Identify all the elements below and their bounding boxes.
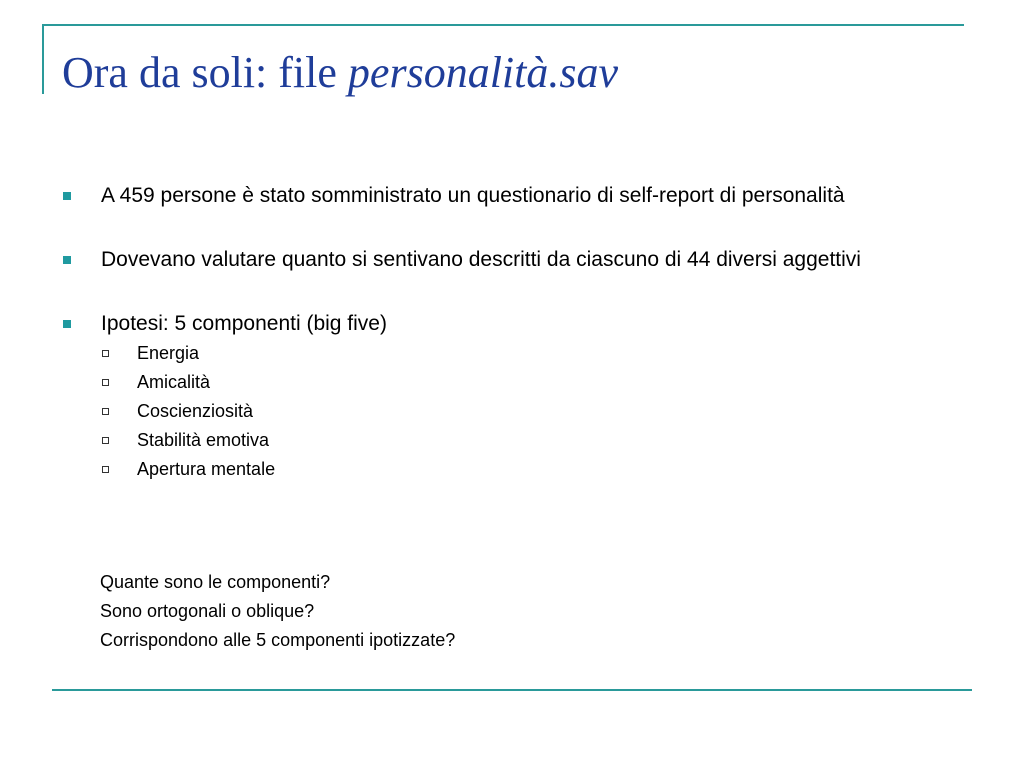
sub-bullet-item xyxy=(101,339,962,368)
bullet-text: Ipotesi: 5 componenti (big five) xyxy=(101,312,387,335)
teal-square-bullet-icon xyxy=(63,320,71,328)
sub-bullet-list xyxy=(101,339,962,484)
sub-bullet-item xyxy=(101,397,962,426)
sub-bullet-item xyxy=(101,455,962,484)
slide-title xyxy=(62,44,618,102)
sub-bullet-text: Energia xyxy=(137,343,200,363)
bullet-text: A 459 persone è stato somministrato un questionario di self-report di personalità xyxy=(101,184,845,207)
hollow-square-bullet-icon xyxy=(102,466,109,473)
hollow-square-bullet-icon xyxy=(102,350,109,357)
teal-square-bullet-icon xyxy=(63,256,71,264)
hollow-square-bullet-icon xyxy=(102,408,109,415)
frame-bottom-line xyxy=(52,689,972,691)
frame-left-line xyxy=(42,24,44,94)
question-line: Quante sono le componenti? xyxy=(100,572,331,592)
sub-bullet-item xyxy=(101,368,962,397)
question-line: Corrispondono alle 5 componenti ipotizzate? xyxy=(100,630,456,650)
sub-bullet-text: Coscienziosità xyxy=(137,401,254,421)
bullet-item xyxy=(62,183,962,208)
hollow-square-bullet-icon xyxy=(102,437,109,444)
bullet-item xyxy=(62,311,962,484)
frame-top-line xyxy=(42,24,964,26)
bullet-list xyxy=(62,183,962,484)
bullet-item xyxy=(62,247,962,272)
sub-bullet-item xyxy=(101,426,962,455)
hollow-square-bullet-icon xyxy=(102,379,109,386)
sub-bullet-text: Amicalità xyxy=(137,372,211,392)
sub-bullet-text: Apertura mentale xyxy=(137,459,276,479)
sub-bullet-text: Stabilità emotiva xyxy=(137,430,270,450)
teal-square-bullet-icon xyxy=(63,192,71,200)
bullet-text: Dovevano valutare quanto si sentivano descritti da ciascuno di 44 diversi aggettivi xyxy=(101,248,861,271)
question-block xyxy=(100,568,455,655)
title-filename: personalità.sav xyxy=(347,48,619,97)
title-main: Ora da soli: file xyxy=(62,48,348,97)
question-line: Sono ortogonali o oblique? xyxy=(100,601,315,621)
